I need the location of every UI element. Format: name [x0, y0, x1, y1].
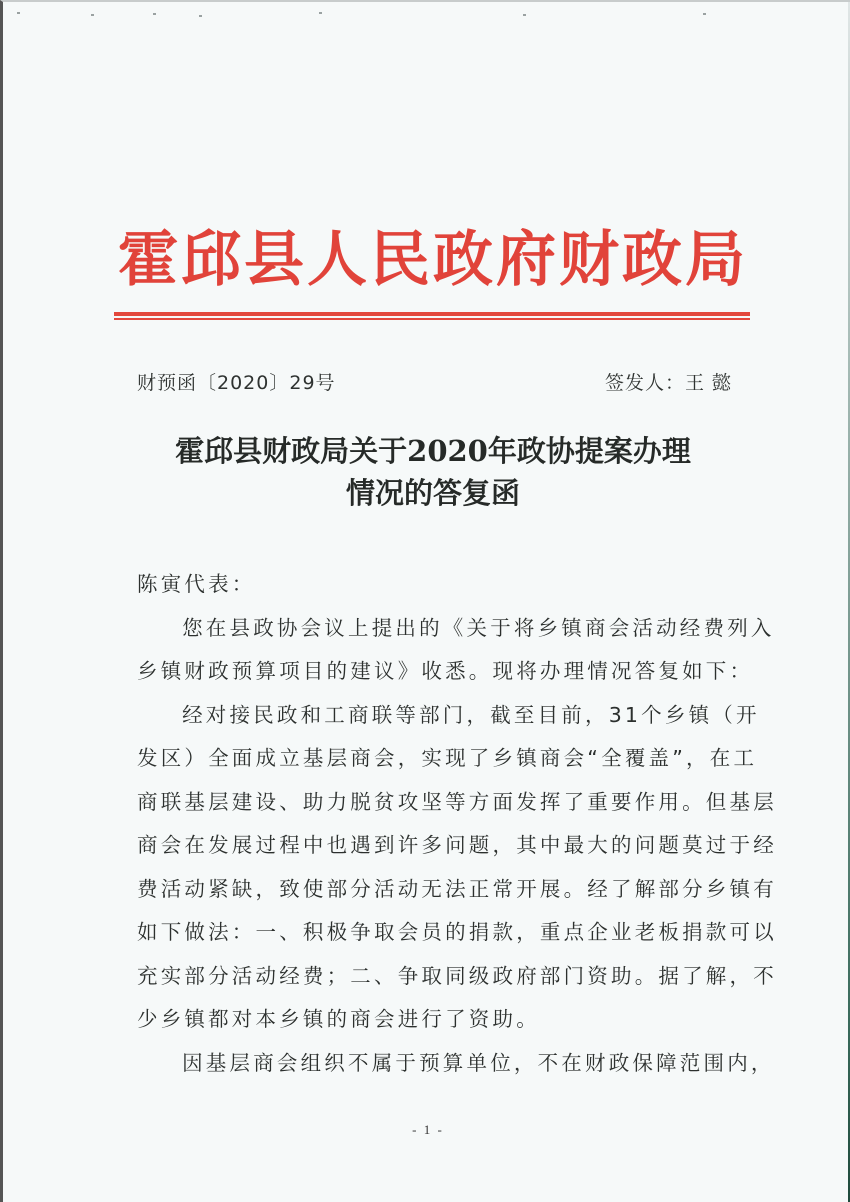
letter-body: [137, 563, 777, 1085]
page-number: - 1 -: [412, 1122, 444, 1137]
salutation: 陈寅代表：: [137, 572, 256, 596]
red-header-rule: [114, 312, 750, 320]
text-line: 因基层商会组织不属于预算单位，不在财政保障范围内，: [182, 1050, 775, 1075]
scan-speck: [17, 12, 20, 14]
text-line: 商会在发展过程中也遇到许多问题，其中最大的问题莫过于经: [137, 833, 777, 857]
text-line: 充实部分活动经费；二、争取同级政府部门资助。据了解，不: [137, 963, 777, 988]
text-line: 您在县政协会议上提出的《关于将乡镇商会活动经费列入: [182, 615, 775, 640]
paragraph-1: [137, 607, 775, 694]
issuer: 签发人：王 懿: [604, 372, 732, 394]
scan-speck: [91, 14, 94, 16]
scan-speck: [703, 13, 706, 15]
text-line: 少乡镇都对本乡镇的商会进行了资助。: [137, 1007, 540, 1031]
scan-speck: [319, 12, 322, 14]
paragraph-3: [137, 1042, 775, 1086]
text-line: 如下做法：一、积极争取会员的捐款，重点企业老板捐款可以: [137, 920, 777, 944]
text-line: 费活动紧缺，致使部分活动无法正常开展。经了解部分乡镇有: [137, 876, 777, 901]
paragraph-2: [137, 694, 777, 1042]
text-line: 乡镇财政预算项目的建议》收悉。现将办理情况答复如下：: [137, 659, 754, 683]
document-number: 财预函〔2020〕29号: [137, 372, 336, 394]
text-line: 商联基层建设、助力脱贫攻坚等方面发挥了重要作用。但基层: [137, 789, 777, 814]
agency-masthead: 霍邱县人民政府财政局: [118, 225, 748, 295]
document-title: [103, 430, 763, 514]
scan-speck: [523, 14, 526, 16]
rule-thin-line: [114, 318, 750, 320]
text-line: 经对接民政和工商联等部门，截至目前，31个乡镇（开: [182, 702, 760, 727]
scan-speck: [153, 13, 156, 15]
document-meta: [137, 368, 732, 395]
text-line: 发区）全面成立基层商会，实现了乡镇商会“全覆盖”，在工: [137, 746, 758, 770]
title-line-2: 情况的答复函: [345, 476, 520, 510]
scan-speck: [199, 15, 202, 17]
title-line-1: 霍邱县财政局关于2020年政协提案办理: [175, 434, 691, 468]
